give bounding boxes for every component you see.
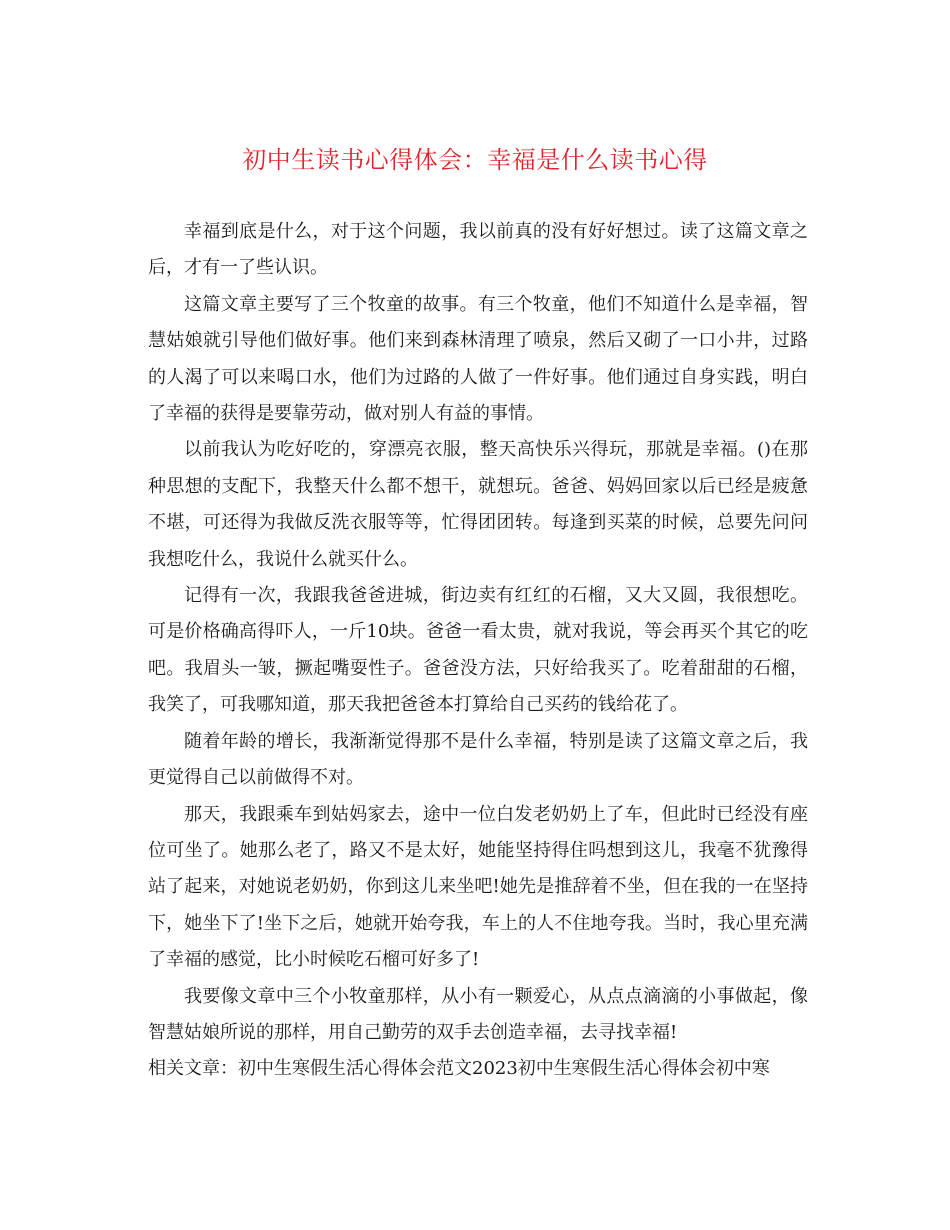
related-articles-line: 相关文章：初中生寒假生活心得体会范文2023初中生寒假生活心得体会初中寒 bbox=[148, 1058, 770, 1080]
paragraph-2: 这篇文章主要写了三个牧童的故事。有三个牧童，他们不知道什么是幸福，智慧姑娘就引导他们做好事。他们来到森林清理了喷泉，然后又砌了一口小井，过路的人渴了可以来喝口水，他们为过路的人做了一件好事。他们通过自身实践，明白了幸福的获得是要靠劳动，做对别人有益的事情。 bbox=[148, 293, 808, 425]
paragraph-4: 记得有一次，我跟我爸爸进城，街边卖有红红的石榴，又大又圆，我很想吃。可是价格确高得吓人，一斤10块。爸爸一看太贵，就对我说，等会再买个其它的吃吧。我眉头一皱，撅起嘴耍性子。爸爸没方法，只好给我买了。吃着甜甜的石榴，我笑了，可我哪知道，那天我把爸爸本打算给自己买药的钱给花了。 bbox=[148, 585, 808, 716]
paragraph-5: 随着年龄的增长，我渐渐觉得那不是什么幸福，特别是读了这篇文章之后，我更觉得自己以前做得不对。 bbox=[148, 730, 808, 789]
paragraph-7: 我要像文章中三个小牧童那样，从小有一颗爱心，从点点滴滴的小事做起，像智慧姑娘所说的那样，用自己勤劳的双手去创造幸福，去寻找幸福! bbox=[148, 985, 808, 1043]
paragraph-3: 以前我认为吃好吃的，穿漂亮衣服，整天高快乐兴得玩，那就是幸福。()在那种思想的支配下，我整天什么都不想干，就想玩。爸爸、妈妈回家以后已经是疲惫不堪，可还得为我做反洗衣服等等，忙得团团转。每逢到买菜的时候，总要先问问我想吃什么，我说什么就买什么。 bbox=[148, 439, 808, 570]
paragraph-6: 那天，我跟乘车到姑妈家去，途中一位白发老奶奶上了车，但此时已经没有座位可坐了。她那么老了，路又不是太好，她能坚持得住吗想到这儿，我毫不犹豫得站了起来，对她说老奶奶，你到这儿来坐吧!她先是推辞着不坐，但在我的一在坚持下，她坐下了!坐下之后，她就开始夸我，车上的人不住地夸我。当时，我心里充满了幸福的感觉，比小时候吃石榴可好多了! bbox=[148, 803, 808, 971]
page-title: 初中生读书心得体会：幸福是什么读书心得 bbox=[242, 146, 708, 174]
paragraph-1: 幸福到底是什么，对于这个问题，我以前真的没有好好想过。读了这篇文章之后，才有一了些认识。 bbox=[148, 221, 808, 279]
article-body bbox=[148, 214, 808, 1088]
